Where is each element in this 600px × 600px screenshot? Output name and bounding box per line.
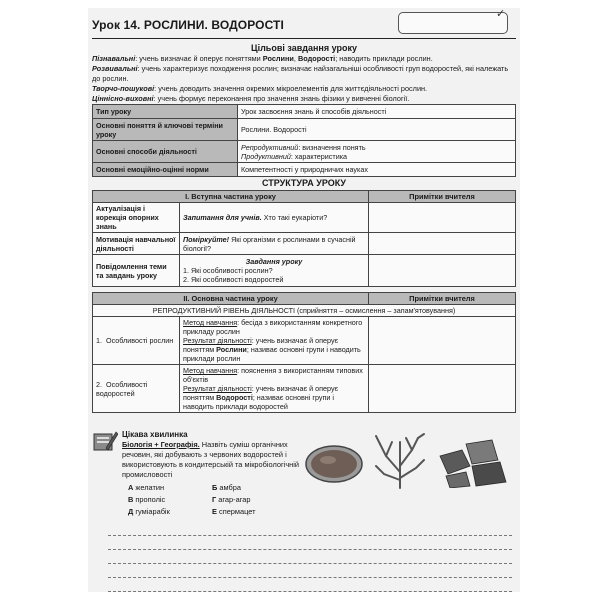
title-row <box>92 8 516 39</box>
info-key: Основні емоційно-оцінні норми <box>93 163 238 177</box>
notes-header: Примітки вчителя <box>369 293 516 305</box>
lesson-title: Урок 14. РОСЛИНИ. ВОДОРОСТІ <box>92 18 284 32</box>
table-row <box>93 141 516 163</box>
stage-name: Мотивація навчальної діяльності <box>93 233 180 255</box>
teacher-notes-cell[interactable] <box>369 255 516 287</box>
answer-option-b[interactable]: Б амбра <box>212 483 241 492</box>
answer-lines[interactable] <box>108 522 512 592</box>
intro-part-table <box>92 190 516 287</box>
stage-content: Поміркуйте! Які організми є рослинами в сучасній біології? <box>180 233 369 255</box>
info-value: Компетентності у природничих науках <box>238 163 516 177</box>
activity-level: РЕПРОДУКТИВНИЙ РІВЕНЬ ДІЯЛЬНОСТІ (сприйняття – осмислення – запам'ятовування) <box>93 305 516 317</box>
agar-cubes-image <box>436 436 508 488</box>
answer-line[interactable] <box>108 578 512 592</box>
grade-box[interactable] <box>398 12 508 34</box>
lesson-info-table <box>92 104 516 177</box>
table-row <box>93 105 516 119</box>
stage-content: Запитання для учнів. Хто такі еукаріоти? <box>180 203 369 233</box>
stage-name: Повідомлення теми та завдань уроку <box>93 255 180 287</box>
part1-header: І. Вступна частина уроку <box>93 191 369 203</box>
teacher-notes-cell[interactable] <box>369 233 516 255</box>
goal-creative: Творчо-пошукові: учень доводить значення окремих мікроелементів для життєдіяльності рослин. <box>92 84 428 93</box>
teacher-notes-cell[interactable] <box>369 365 516 413</box>
answer-option-v[interactable]: В прополіс <box>128 495 166 504</box>
goals-title: Цільові завдання уроку <box>251 43 357 53</box>
topic-content: Метод навчання: пояснення з використанням типових об'єктів Результат діяльності: учень визначає й оперує поняттям Водорості; називає основні групи і наводить приклади водоростей <box>180 365 369 413</box>
answer-option-g[interactable]: Г агар-агар <box>212 495 251 504</box>
goal-values: Ціннісно-виховні: учень формує переконання про значення знань фізики у вивченні біології. <box>92 94 410 103</box>
answer-line[interactable] <box>108 564 512 578</box>
table-header-row <box>93 191 516 203</box>
main-part-table <box>92 292 516 413</box>
goal-developing: Розвивальні: учень характеризує походження рослин; визначає найзагальніші особливості груп водоростей, які належать до рослин. <box>92 64 509 83</box>
teacher-notes-cell[interactable] <box>369 203 516 233</box>
pin-icon: ✓ <box>496 8 506 20</box>
fun-fact-question: Біологія + Географія. Назвіть суміш органічних речовин, які добувають з червоних водоростей і використовують в кондитерській та мікробіологічній промисловості <box>122 440 300 479</box>
part2-header: ІІ. Основна частина уроку <box>93 293 369 305</box>
info-key: Основні способи діяльності <box>93 141 238 163</box>
info-value: Репродуктивний: визначення понять Продуктивний: характеристика <box>238 141 516 163</box>
stage-name: Актуалізація і корекція опорних знань <box>93 203 180 233</box>
table-row <box>93 163 516 177</box>
petri-dish-image <box>304 438 364 486</box>
answer-line[interactable] <box>108 550 512 564</box>
stage-content: Завдання уроку 1. Які особливості рослин? 2. Які особливості водоростей <box>180 255 369 287</box>
answer-option-d[interactable]: Д гуміарабік <box>128 507 170 516</box>
red-algae-image <box>372 432 428 490</box>
answer-option-e[interactable]: Е спермацет <box>212 507 256 516</box>
info-key: Основні поняття й ключові терміни уроку <box>93 119 238 141</box>
answer-option-a[interactable]: А желатин <box>128 483 165 492</box>
info-value: Рослини. Водорості <box>238 119 516 141</box>
table-row <box>93 365 516 413</box>
goals-list <box>92 54 516 104</box>
table-row <box>93 119 516 141</box>
info-value: Урок засвоєння знань й способів діяльності <box>238 105 516 119</box>
table-row <box>93 305 516 317</box>
topic-name: 1. Особливості рослин <box>93 317 180 365</box>
topic-name: 2. Особливості водоростей <box>93 365 180 413</box>
table-row <box>93 255 516 287</box>
answer-line[interactable] <box>108 522 512 536</box>
goal-cognitive: Пізнавальні: учень визначає й оперує поняттями Рослини, Водорості; наводить приклади рослин. <box>92 54 433 63</box>
notes-header: Примітки вчителя <box>369 191 516 203</box>
structure-title: СТРУКТУРА УРОКУ <box>261 178 347 188</box>
topic-content: Метод навчання: бесіда з використанням конкретного прикладу рослин Результат діяльності: учень визначає й оперує поняттям Рослини; називає основні групи і наводить приклади рослин <box>180 317 369 365</box>
table-row <box>93 203 516 233</box>
answer-line[interactable] <box>108 536 512 550</box>
worksheet-page <box>88 8 520 592</box>
table-row <box>93 233 516 255</box>
teacher-notes-cell[interactable] <box>369 317 516 365</box>
pencil-notebook-icon <box>92 430 118 452</box>
table-row <box>93 317 516 365</box>
table-header-row <box>93 293 516 305</box>
fun-fact-title: Цікава хвилинка <box>122 430 188 439</box>
info-key: Тип уроку <box>93 105 238 119</box>
